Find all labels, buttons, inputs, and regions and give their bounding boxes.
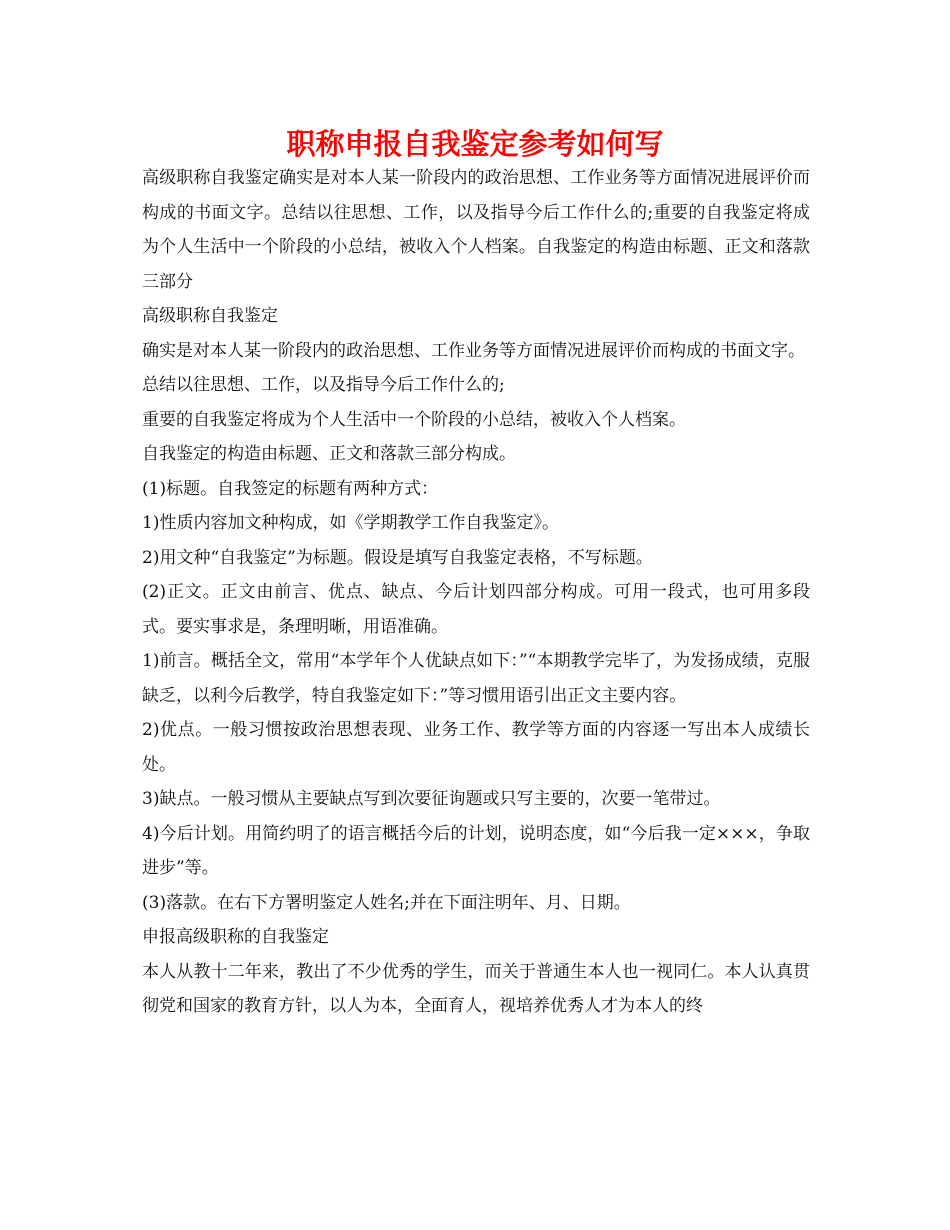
paragraph: 1)性质内容加文种构成，如《学期教学工作自我鉴定》。 (142, 513, 559, 533)
paragraph: (1)标题。自我签定的标题有两种方式： (142, 478, 439, 499)
paragraph: 2)用文种“自我鉴定”为标题。假设是填写自我鉴定表格，不写标题。 (142, 547, 653, 568)
paragraph: (2)正文。正文由前言、优点、缺点、今后计划四部分构成。可用一段式，也可用多段式。要实事求是，条理明晰，用语准确。 (142, 582, 810, 637)
paragraph: 2)优点。一般习惯按政治思想表现、业务工作、教学等方面的内容逐一写出本人成绩长处。 (142, 720, 810, 775)
paragraph: 本人从教十二年来，教出了不少优秀的学生，而关于普通生本人也一视同仁。本人认真贯彻党和国家的教育方针，以人为本，全面育人，视培养优秀人才为本人的终 (142, 961, 810, 1016)
paragraph: 1)前言。概括全文，常用“本学年个人优缺点如下：”“本期教学完毕了，为发扬成绩，克服缺乏，以利今后教学，特自我鉴定如下：”等习惯用语引出正文主要内容。 (142, 651, 810, 706)
paragraph: 3)缺点。一般习惯从主要缺点写到次要征询题或只写主要的，次要一笔带过。 (142, 789, 721, 809)
paragraph: 确实是对本人某一阶段内的政治思想、工作业务等方面情况进展评价而构成的书面文字。 (142, 340, 805, 361)
paragraph: 自我鉴定的构造由标题、正文和落款三部分构成。 (142, 444, 516, 464)
paragraph: 总结以往思想、工作，以及指导今后工作什么的; (142, 375, 505, 395)
paragraph: 高级职称自我鉴定确实是对本人某一阶段内的政治思想、工作业务等方面情况进展评价而构成的书面文字。总结以往思想、工作，以及指导今后工作什么的;重要的自我鉴定将成为个人生活中一个阶段的小总结，被收入个人档案。自我鉴定的构造由标题、正文和落款三部分 (142, 168, 810, 292)
paragraph: 重要的自我鉴定将成为个人生活中一个阶段的小总结，被收入个人档案。 (142, 409, 686, 430)
paragraph: (3)落款。在右下方署明鉴定人姓名;并在下面注明年、月、日期。 (142, 892, 631, 913)
document-title: 职称申报自我鉴定参考如何写 (286, 127, 664, 161)
paragraph: 4)今后计划。用简约明了的语言概括今后的计划，说明态度，如“今后我一定×××，争取进步”等。 (142, 823, 810, 878)
document-body (142, 161, 810, 1024)
paragraph: 高级职称自我鉴定 (142, 306, 278, 326)
paragraph: 申报高级职称的自我鉴定 (142, 927, 329, 947)
